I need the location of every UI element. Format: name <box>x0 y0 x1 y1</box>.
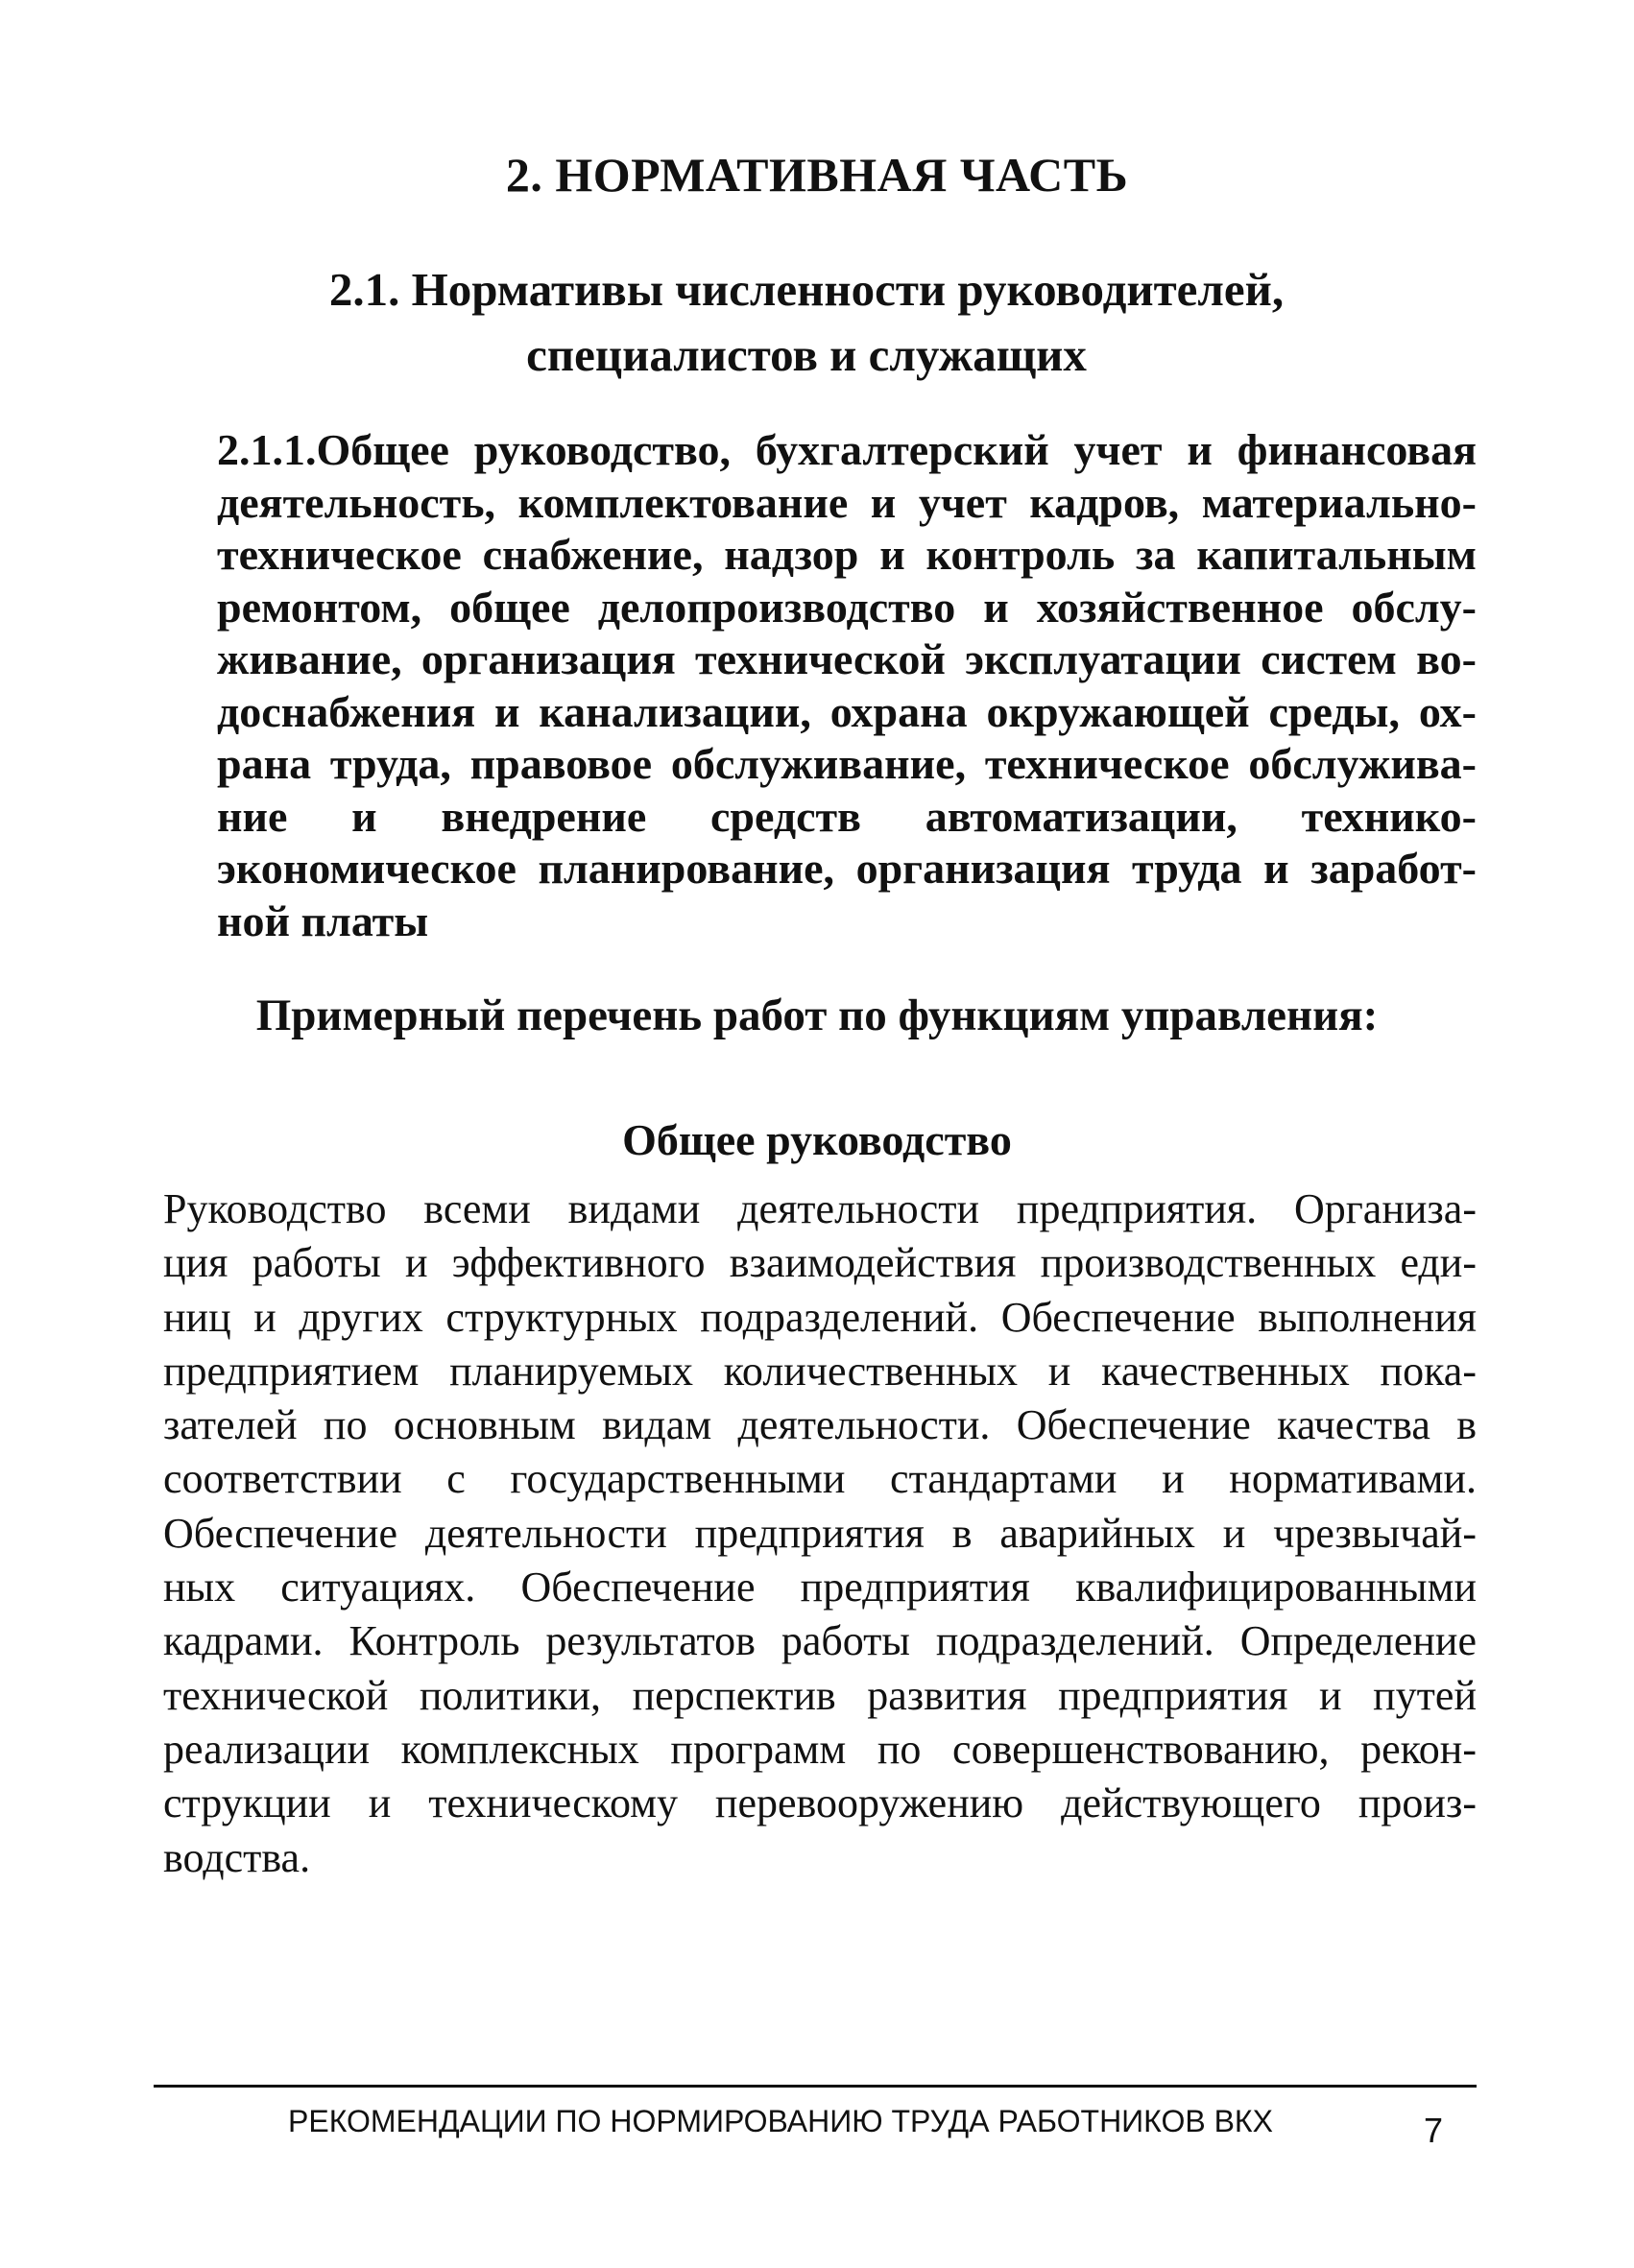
subsection-line: рана труда, правовое обслуживание, техническое обслужива- <box>217 739 1477 788</box>
page-number: 7 <box>1423 2111 1444 2150</box>
subsection-line: 2.1.1.Общее руководство, бухгалтерский учет и финансовая <box>217 425 1477 474</box>
subsection-line: техническое снабжение, надзор и контроль за капитальным <box>217 530 1477 579</box>
list-heading: Примерный перечень работ по функциям управления: <box>255 991 1379 1040</box>
subsection-line: деятельность, комплектование и учет кадров, материально- <box>217 477 1477 527</box>
body-line: ниц и других структурных подразделений. Обеспечение выполнения <box>163 1293 1477 1341</box>
section-title-line: специалистов и служащих <box>526 328 1087 381</box>
body-line: зателей по основным видам деятельности. Обеспечение качества в <box>163 1401 1477 1449</box>
body-line: водства. <box>163 1833 311 1881</box>
body-line: кадрами. Контроль результатов работы подразделений. Определение <box>163 1617 1477 1665</box>
footer-running-title: РЕКОМЕНДАЦИИ ПО НОРМИРОВАНИЮ ТРУДА РАБОТНИКОВ ВКХ <box>288 2104 1273 2138</box>
body-line: предприятием планируемых количественных и качественных пока- <box>163 1347 1477 1395</box>
subsection-line: экономическое планирование, организация труда и заработ- <box>217 844 1477 893</box>
chapter-title: 2. НОРМАТИВНАЯ ЧАСТЬ <box>505 148 1129 202</box>
body-line: соответствии с государственными стандартами и нормативами. <box>163 1455 1477 1503</box>
subsection-line: доснабжения и канализации, охрана окружающей среды, ох- <box>217 686 1477 736</box>
body-paragraph <box>163 1182 1477 1885</box>
body-line: технической политики, перспектив развития предприятия и путей <box>163 1671 1477 1719</box>
body-line: ных ситуациях. Обеспечение предприятия квалифицированными <box>163 1564 1477 1611</box>
subsection-line: ной платы <box>217 895 429 945</box>
subsection-heading <box>217 424 1477 947</box>
section-title-line: 2.1. Нормативы численности руководителей, <box>328 263 1285 316</box>
subsection-line: живание, организация технической эксплуатации систем во- <box>217 634 1477 683</box>
subsection-line: ние и внедрение средств автоматизации, технико- <box>217 791 1477 841</box>
body-line: струкции и техническому перевооружению действующего произ- <box>163 1779 1477 1827</box>
body-line: Обеспечение деятельности предприятия в аварийных и чрезвычай- <box>163 1509 1477 1557</box>
function-title: Общее руководство <box>622 1115 1012 1164</box>
subsection-line: ремонтом, общее делопроизводство и хозяйственное обслу- <box>217 582 1477 632</box>
section-title <box>288 257 1325 388</box>
body-line: реализации комплексных программ по совершенствованию, рекон- <box>163 1725 1477 1773</box>
footer-divider <box>154 2085 1477 2088</box>
body-line: Руководство всеми видами деятельности предприятия. Организа- <box>163 1185 1477 1232</box>
body-line: ция работы и эффективного взаимодействия производственных еди- <box>163 1239 1477 1287</box>
